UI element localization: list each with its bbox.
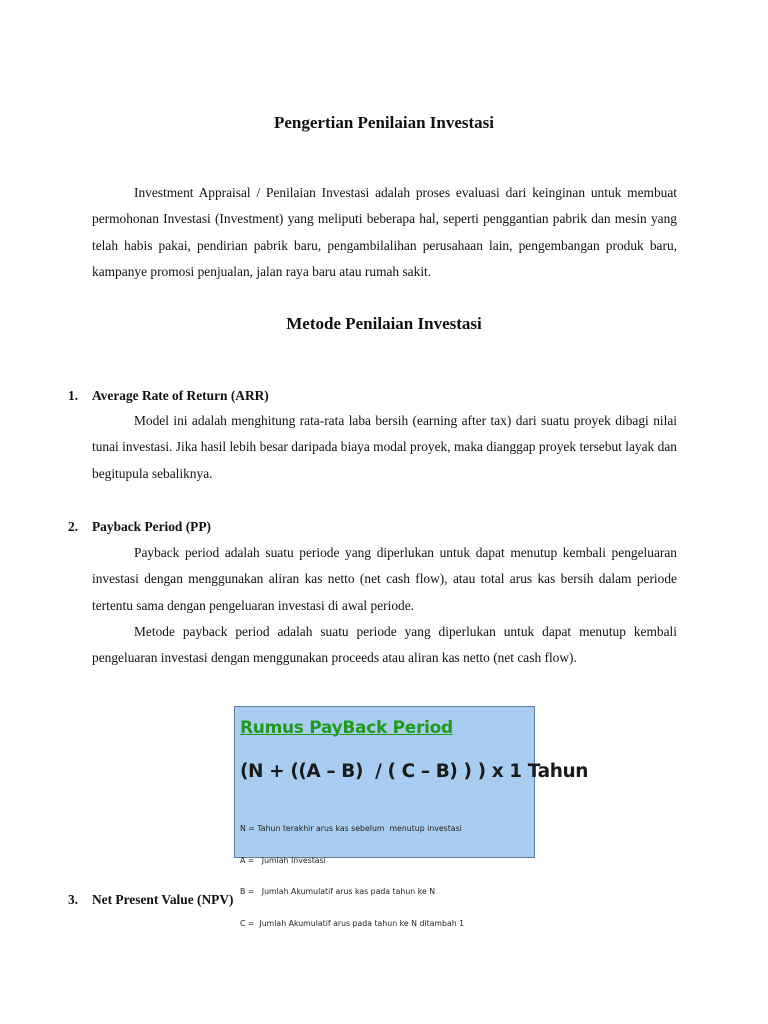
legend-line: B = Jumlah Akumulatif arus kas pada tahun ke N — [240, 887, 436, 896]
section-title: Payback Period (PP) — [92, 519, 212, 534]
pp-paragraph-2: Metode payback period adalah suatu periode yang diperlukan untuk dapat menutup kembali pengeluaran investasi dengan menggunakan proceeds atau aliran kas netto (net cash flow). — [92, 624, 677, 666]
formula-title: Rumus PayBack Period — [240, 718, 453, 738]
section-title: Net Present Value (NPV) — [92, 892, 234, 907]
page-title: Pengertian Penilaian Investasi — [273, 113, 495, 132]
section-number: 2. — [68, 519, 79, 534]
payback-formula-figure — [234, 706, 589, 928]
formula-expression: (N + ((A – B) / ( C – B) ) ) x 1 Tahun — [240, 761, 589, 782]
intro-paragraph: Investment Appraisal / Penilaian Investasi adalah proses evaluasi dari keinginan untuk membuat permohonan Investasi (Investment) yang meliputi beberapa hal, seperti penggantian pabrik dan mesin yang telah habis pakai, pendirian pabrik baru, pengambilalihan perusahaan lain, pengembangan produk baru, kampanye promosi penjualan, jalan raya baru atau rumah sakit. — [92, 185, 677, 279]
section-title: Average Rate of Return (ARR) — [92, 388, 269, 403]
section-heading-pp — [68, 519, 211, 535]
section-number: 3. — [68, 892, 79, 907]
arr-paragraph: Model ini adalah menghitung rata-rata laba bersih (earning after tax) dari suatu proyek dibagi nilai tunai investasi. Jika hasil lebih besar daripada biaya modal proyek, maka dianggap proyek tersebut layak dan begitupula sebaliknya. — [92, 413, 677, 481]
section-number: 1. — [68, 388, 79, 403]
pp-paragraph-1: Payback period adalah suatu periode yang diperlukan untuk dapat menutup kembali pengeluaran investasi dengan menggunakan aliran kas netto (net cash flow), atau total arus kas bersih dalam periode tertentu sama dengan pengeluaran investasi di awal periode. — [92, 545, 677, 613]
legend-line: C = Jumlah Akumulatif arus pada tahun ke N ditambah 1 — [240, 918, 465, 928]
section-heading-arr — [68, 388, 269, 404]
methods-title: Metode Penilaian Investasi — [286, 314, 482, 333]
legend-line: N = Tahun terakhir arus kas sebelum menutup investasi — [240, 824, 462, 833]
formula-legend — [240, 803, 464, 950]
section-heading-npv — [68, 892, 233, 908]
legend-line: A = Jumlah Investasi — [240, 855, 326, 865]
